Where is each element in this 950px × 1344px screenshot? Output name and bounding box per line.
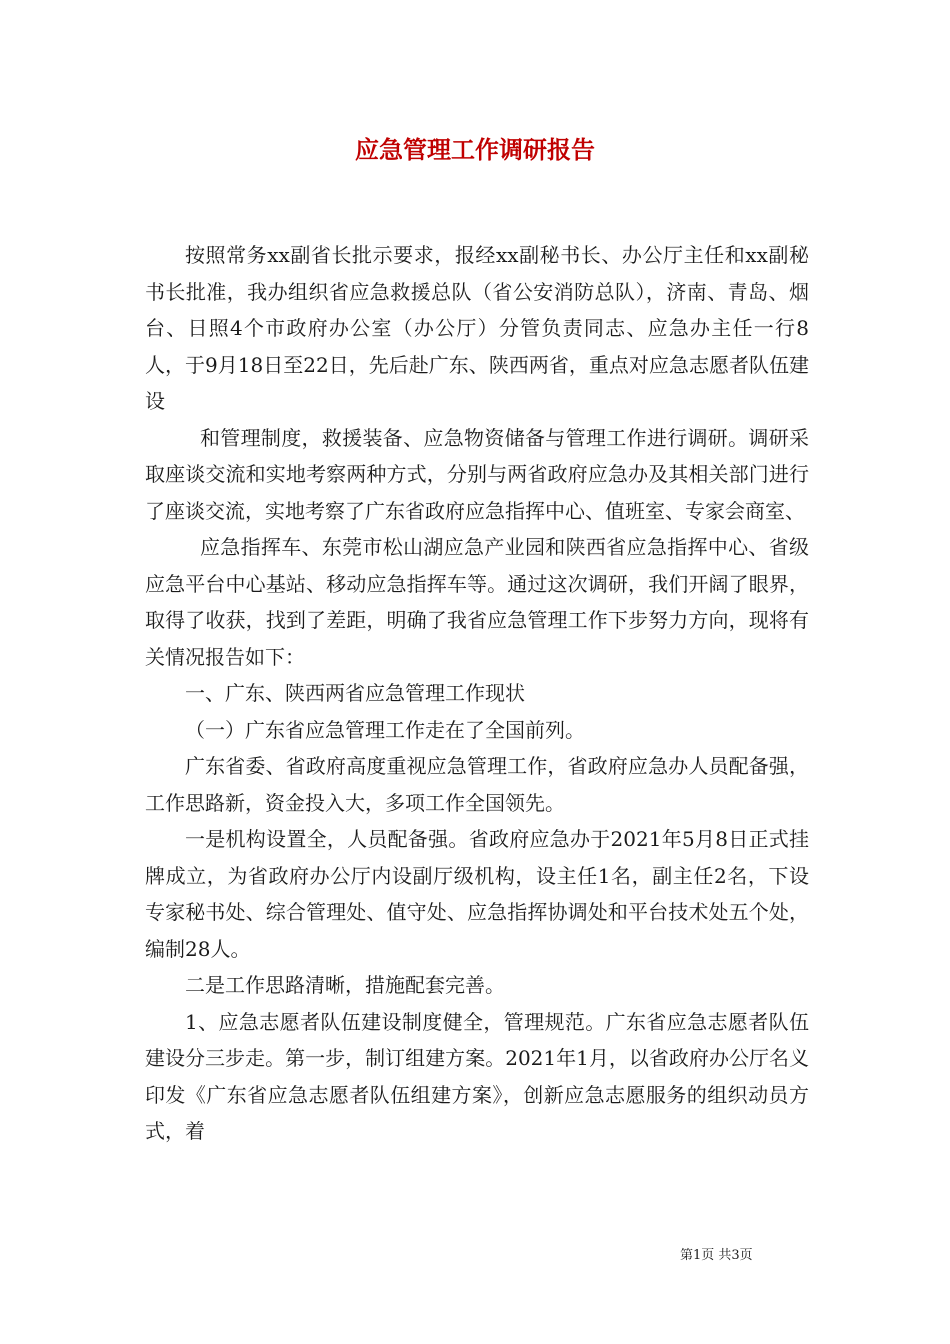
- paragraph-7: 1、应急志愿者队伍建设制度健全，管理规范。广东省应急志愿者队伍建设分三步走。第一步，制订组建方案。2021年1月，以省政府办公厅名义印发《广东省应急志愿者队伍组建方案》，创新应急志愿服务的组织动员方式，着: [145, 1009, 809, 1143]
- paragraph-5: 一是机构设置全，人员配备强。省政府应急办于2021年5月8日正式挂牌成立，为省政府办公厅内设副厅级机构，设主任1名，副主任2名，下设专家秘书处、综合管理处、值守处、应急指挥协调处和平台技术处五个处，编制28人。: [145, 827, 809, 961]
- paragraph-6: 二是工作思路清晰，措施配套完善。: [185, 973, 505, 997]
- page-number-footer: 第1页 共3页: [680, 1248, 753, 1263]
- section-heading-1: 一、广东、陕西两省应急管理工作现状: [185, 681, 525, 705]
- page-title: 应急管理工作调研报告: [355, 135, 595, 164]
- subsection-heading-1: （一）广东省应急管理工作走在了全国前列。: [185, 717, 585, 742]
- document-body: [145, 237, 809, 1150]
- paragraph-4: 广东省委、省政府高度重视应急管理工作，省政府应急办人员配备强，工作思路新，资金投入大，多项工作全国领先。: [145, 754, 809, 815]
- paragraph-2: 和管理制度，救援装备、应急物资储备与管理工作进行调研。调研采取座谈交流和实地考察两种方式，分别与两省政府应急办及其相关部门进行了座谈交流，实地考察了广东省政府应急指挥中心、值班室、专家会商室、: [145, 425, 809, 523]
- paragraph-1: 按照常务xx副省长批示要求，报经xx副秘书长、办公厅主任和xx副秘书长批准，我办组织省应急救援总队（省公安消防总队），济南、青岛、烟台、日照4个市政府办公室（办公厅）分管负责同志、应急办主任一行8人，于9月18日至22日，先后赴广东、陕西两省，重点对应急志愿者队伍建设: [145, 243, 809, 413]
- paragraph-3: 应急指挥车、东莞市松山湖应急产业园和陕西省应急指挥中心、省级应急平台中心基站、移动应急指挥车等。通过这次调研，我们开阔了眼界，取得了收获，找到了差距，明确了我省应急管理工作下步努力方向，现将有关情况报告如下：: [145, 535, 809, 669]
